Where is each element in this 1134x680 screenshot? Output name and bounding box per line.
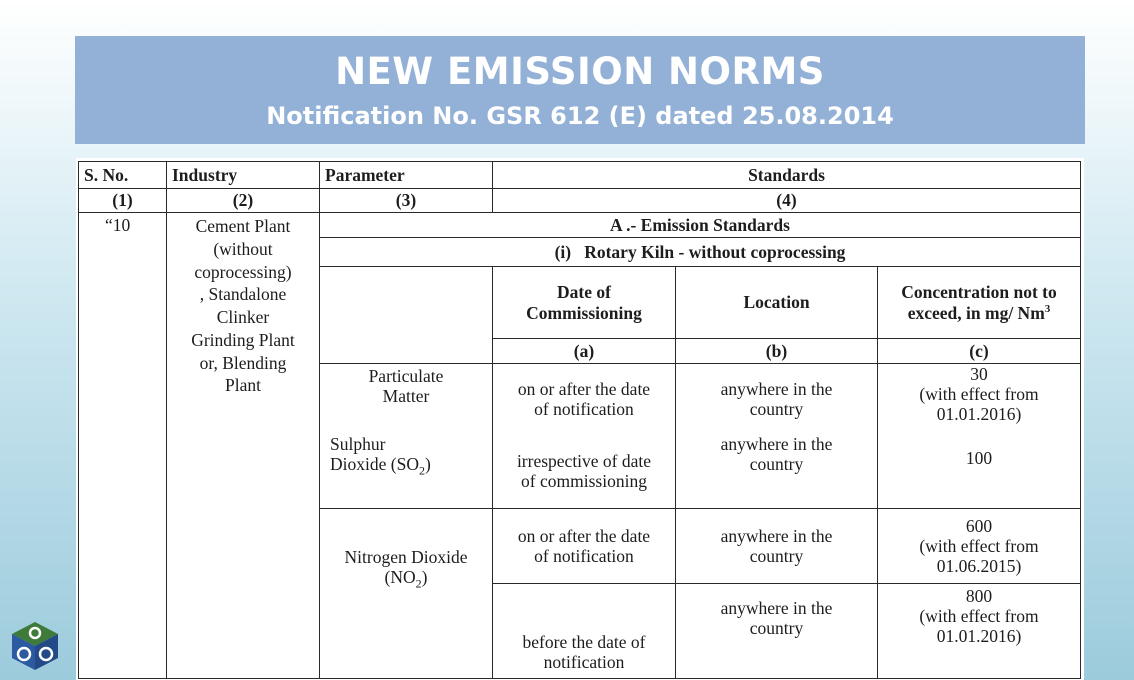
- header-parameter: Parameter: [320, 162, 493, 189]
- numbering-row: [79, 189, 1081, 213]
- sub-letter-b: (b): [676, 339, 878, 364]
- pm-date-line: on or after the date: [517, 378, 651, 399]
- so2-formula: Dioxide (SO: [330, 453, 419, 474]
- pm-location-line: anywhere in the: [720, 378, 833, 399]
- parameter-particulate-matter: [320, 364, 493, 434]
- no2-2-limit-line: 800: [965, 586, 993, 606]
- blank-parameter-cell: [320, 267, 493, 364]
- no2-1-location-line: anywhere in the: [720, 525, 833, 546]
- subheader-location: Location: [676, 267, 878, 339]
- subheader-concentration-line: [883, 303, 1075, 323]
- subheader-concentration: [878, 267, 1081, 339]
- no2-subscript: 2: [415, 576, 422, 591]
- so2-line: Sulphur: [330, 433, 386, 454]
- industry-description: [167, 213, 320, 679]
- serial-number: “10: [79, 213, 167, 679]
- header-row: [79, 162, 1081, 189]
- pm-limit-line: (with effect from: [919, 384, 1039, 405]
- section-emission-standards: A .- Emission Standards: [320, 213, 1081, 238]
- org-logo-icon: [8, 620, 62, 672]
- no2-2-limit-line: (with effect from: [919, 606, 1039, 627]
- pm-limit: [878, 364, 1081, 434]
- pm-date-line: of notification: [534, 398, 634, 419]
- no2-2-limit: [878, 584, 1081, 679]
- industry-line: or, Blending: [199, 352, 287, 373]
- header-sno: S. No.: [79, 162, 167, 189]
- no2-1-limit: [878, 509, 1081, 584]
- industry-line: Clinker: [216, 307, 270, 327]
- no2-2-location-line: country: [749, 618, 804, 639]
- unit-superscript: 3: [1044, 302, 1051, 315]
- no2-1-limit-line: 600: [965, 515, 993, 536]
- so2-location-line: country: [749, 453, 804, 474]
- scanned-document: [76, 158, 1084, 680]
- sub-letter-c: (c): [878, 339, 1081, 364]
- no2-1-date-line: of notification: [534, 546, 634, 566]
- industry-line: Cement Plant: [195, 216, 291, 236]
- col-number-1: (1): [79, 189, 167, 213]
- so2-limit: 100: [878, 434, 1081, 509]
- so2-line: [330, 454, 487, 478]
- no2-2-date: [493, 584, 676, 679]
- pm-limit-line: 01.01.2016): [936, 404, 1022, 425]
- pm-line: Particulate: [368, 366, 444, 386]
- pm-location: [676, 364, 878, 434]
- industry-line: coprocessing): [194, 261, 292, 282]
- no2-1-location-line: country: [749, 546, 804, 566]
- industry-line: Plant: [225, 375, 261, 396]
- so2-date-line: irrespective of date: [516, 450, 652, 471]
- title-banner: [75, 36, 1085, 144]
- so2-location: [676, 434, 878, 509]
- col-number-4: (4): [493, 189, 1081, 213]
- so2-subscript: 2: [418, 463, 425, 478]
- no2-close: ): [421, 567, 428, 588]
- no2-line: Nitrogen Dioxide: [344, 547, 468, 567]
- parameter-nitrogen-dioxide: [320, 509, 493, 679]
- section-rotary-kiln: (i) Rotary Kiln - without coprocessing: [320, 238, 1081, 267]
- industry-line: (without: [213, 238, 273, 259]
- no2-1-limit-line: (with effect from: [919, 535, 1039, 556]
- no2-1-date-line: on or after the date: [517, 525, 651, 546]
- parameter-sulphur-dioxide: [320, 434, 493, 509]
- no2-1-limit-line: 01.06.2015): [936, 556, 1022, 577]
- subheader-date: [493, 267, 676, 339]
- page-title: NEW EMISSION NORMS: [335, 50, 825, 93]
- sub-letter-a: (a): [493, 339, 676, 364]
- industry-line: , Standalone: [199, 284, 287, 305]
- no2-2-limit-line: 01.01.2016): [936, 626, 1022, 647]
- no2-line: [325, 567, 487, 591]
- header-standards: Standards: [493, 162, 1081, 189]
- no2-2-date-line: before the date of: [522, 631, 646, 652]
- subheader-date-line: Date of: [557, 282, 611, 303]
- so2-date-line: of commissioning: [521, 470, 647, 491]
- industry-line: Grinding Plant: [191, 329, 295, 350]
- col-number-2: (2): [167, 189, 320, 213]
- section-a-row: [79, 213, 1081, 238]
- no2-2-location: [676, 584, 878, 679]
- pm-limit-line: 30: [970, 364, 988, 384]
- no2-2-location-line: anywhere in the: [720, 598, 833, 618]
- pm-date: [493, 364, 676, 434]
- col-number-3: (3): [320, 189, 493, 213]
- no2-1-date: [493, 509, 676, 584]
- no2-formula: (NO: [384, 567, 416, 588]
- so2-date: [493, 434, 676, 509]
- so2-location-line: anywhere in the: [720, 433, 833, 454]
- no2-2-date-line: notification: [543, 651, 625, 672]
- so2-close: ): [424, 453, 431, 474]
- notification-subtitle: Notification No. GSR 612 (E) dated 25.08.2014: [266, 102, 894, 130]
- pm-location-line: country: [749, 398, 804, 419]
- subheader-date-line: Commissioning: [526, 302, 642, 323]
- pm-line: Matter: [382, 386, 430, 407]
- no2-1-location: [676, 509, 878, 584]
- emission-norms-table: [78, 161, 1081, 679]
- concentration-unit: exceed, in mg/ Nm: [907, 302, 1045, 323]
- header-industry: Industry: [167, 162, 320, 189]
- subheader-concentration-line: Concentration not to: [901, 282, 1057, 303]
